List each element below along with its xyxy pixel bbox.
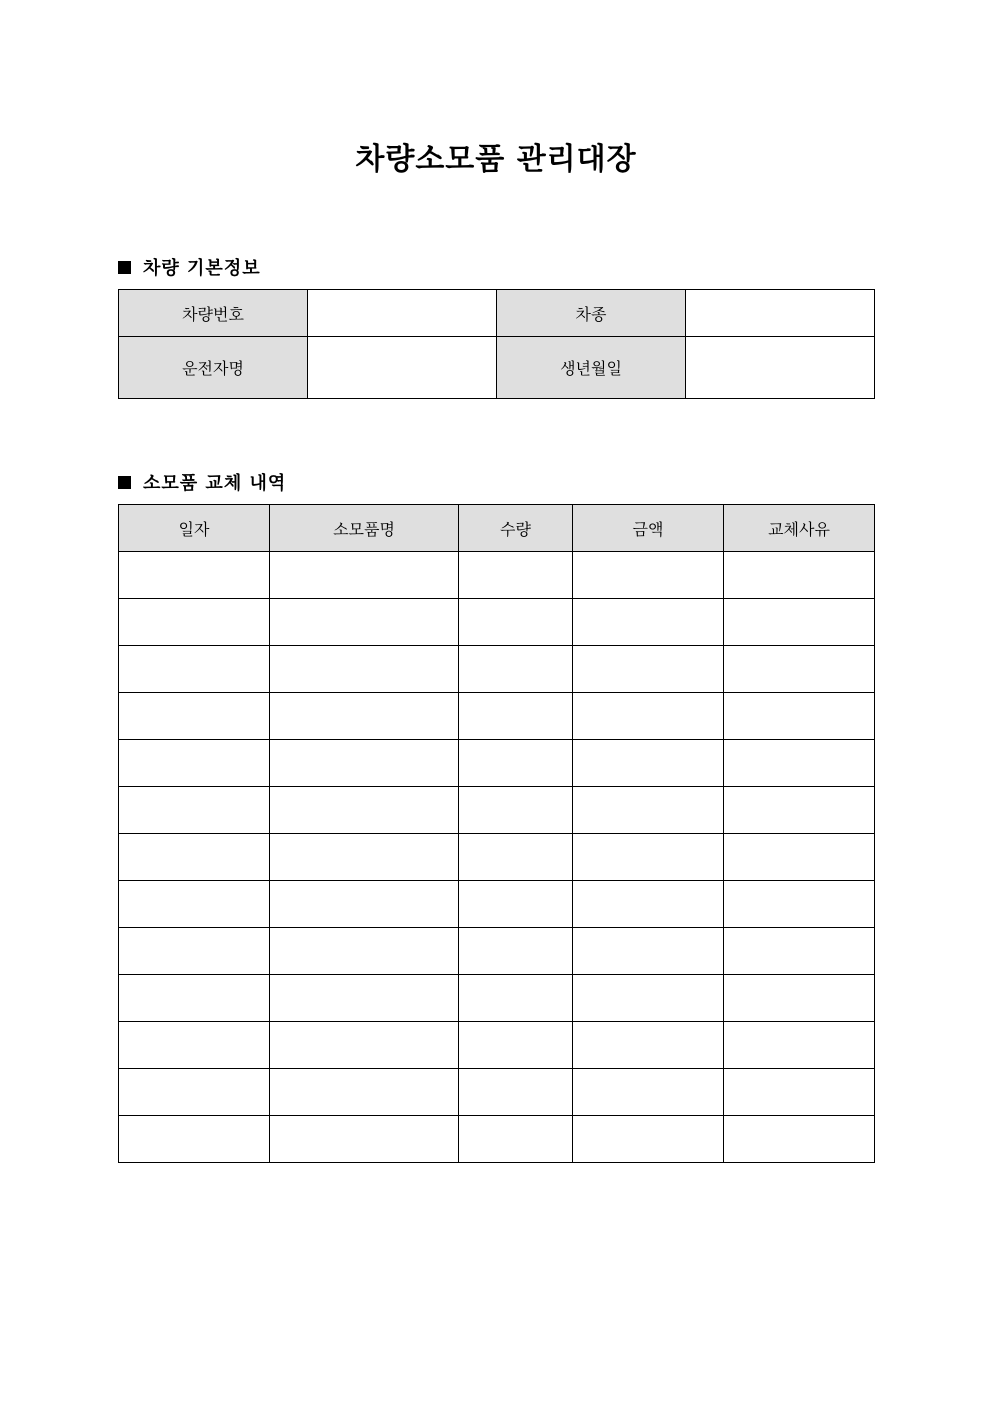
- table-row: [119, 599, 875, 646]
- date-cell[interactable]: [119, 881, 270, 928]
- reason-cell[interactable]: [724, 1022, 875, 1069]
- table-header-row: [119, 505, 875, 552]
- amount-cell[interactable]: [573, 599, 724, 646]
- date-cell[interactable]: [119, 834, 270, 881]
- item-name-cell[interactable]: [270, 1116, 459, 1163]
- amount-cell[interactable]: [573, 552, 724, 599]
- label-birth-date: 생년월일: [497, 337, 686, 399]
- table-row: [119, 881, 875, 928]
- table-row: [119, 693, 875, 740]
- reason-cell[interactable]: [724, 646, 875, 693]
- item-name-cell[interactable]: [270, 740, 459, 787]
- table-row: [119, 787, 875, 834]
- item-name-cell[interactable]: [270, 693, 459, 740]
- reason-cell[interactable]: [724, 787, 875, 834]
- reason-cell[interactable]: [724, 928, 875, 975]
- col-header-date: 일자: [119, 505, 270, 552]
- driver-name-field[interactable]: [308, 337, 497, 399]
- vehicle-number-field[interactable]: [308, 290, 497, 337]
- date-cell[interactable]: [119, 599, 270, 646]
- amount-cell[interactable]: [573, 975, 724, 1022]
- reason-cell[interactable]: [724, 552, 875, 599]
- section-heading-text: 소모품 교체 내역: [143, 473, 287, 494]
- date-cell[interactable]: [119, 928, 270, 975]
- amount-cell[interactable]: [573, 928, 724, 975]
- reason-cell[interactable]: [724, 881, 875, 928]
- col-header-item-name: 소모품명: [270, 505, 459, 552]
- table-row: [119, 928, 875, 975]
- quantity-cell[interactable]: [459, 740, 573, 787]
- amount-cell[interactable]: [573, 1116, 724, 1163]
- quantity-cell[interactable]: [459, 881, 573, 928]
- page-title: 차량소모품 관리대장: [355, 142, 637, 177]
- section-heading-text: 차량 기본정보: [143, 258, 261, 279]
- date-cell[interactable]: [119, 1069, 270, 1116]
- amount-cell[interactable]: [573, 693, 724, 740]
- quantity-cell[interactable]: [459, 1069, 573, 1116]
- amount-cell[interactable]: [573, 1022, 724, 1069]
- quantity-cell[interactable]: [459, 599, 573, 646]
- quantity-cell[interactable]: [459, 693, 573, 740]
- amount-cell[interactable]: [573, 646, 724, 693]
- amount-cell[interactable]: [573, 740, 724, 787]
- section-heading-replacement: [118, 469, 286, 495]
- reason-cell[interactable]: [724, 975, 875, 1022]
- quantity-cell[interactable]: [459, 834, 573, 881]
- reason-cell[interactable]: [724, 693, 875, 740]
- reason-cell[interactable]: [724, 599, 875, 646]
- quantity-cell[interactable]: [459, 928, 573, 975]
- vehicle-type-field[interactable]: [686, 290, 875, 337]
- table-row: [119, 552, 875, 599]
- item-name-cell[interactable]: [270, 599, 459, 646]
- date-cell[interactable]: [119, 1022, 270, 1069]
- date-cell[interactable]: [119, 693, 270, 740]
- item-name-cell[interactable]: [270, 928, 459, 975]
- date-cell[interactable]: [119, 1116, 270, 1163]
- amount-cell[interactable]: [573, 881, 724, 928]
- label-vehicle-number: 차량번호: [119, 290, 308, 337]
- item-name-cell[interactable]: [270, 834, 459, 881]
- square-bullet-icon: [118, 476, 131, 489]
- amount-cell[interactable]: [573, 787, 724, 834]
- label-vehicle-type: 차종: [497, 290, 686, 337]
- section-heading-vehicle-info: [118, 254, 261, 280]
- label-driver-name: 운전자명: [119, 337, 308, 399]
- table-body: [119, 552, 875, 1163]
- amount-cell[interactable]: [573, 834, 724, 881]
- table-row: [119, 1069, 875, 1116]
- item-name-cell[interactable]: [270, 1069, 459, 1116]
- table-row: [119, 646, 875, 693]
- reason-cell[interactable]: [724, 1116, 875, 1163]
- quantity-cell[interactable]: [459, 975, 573, 1022]
- amount-cell[interactable]: [573, 1069, 724, 1116]
- item-name-cell[interactable]: [270, 881, 459, 928]
- col-header-quantity: 수량: [459, 505, 573, 552]
- col-header-reason: 교체사유: [724, 505, 875, 552]
- date-cell[interactable]: [119, 975, 270, 1022]
- date-cell[interactable]: [119, 740, 270, 787]
- reason-cell[interactable]: [724, 740, 875, 787]
- reason-cell[interactable]: [724, 1069, 875, 1116]
- item-name-cell[interactable]: [270, 975, 459, 1022]
- item-name-cell[interactable]: [270, 1022, 459, 1069]
- quantity-cell[interactable]: [459, 787, 573, 834]
- quantity-cell[interactable]: [459, 552, 573, 599]
- date-cell[interactable]: [119, 552, 270, 599]
- table-row: [119, 740, 875, 787]
- date-cell[interactable]: [119, 646, 270, 693]
- col-header-amount: 금액: [573, 505, 724, 552]
- quantity-cell[interactable]: [459, 1022, 573, 1069]
- date-cell[interactable]: [119, 787, 270, 834]
- quantity-cell[interactable]: [459, 646, 573, 693]
- table-row: [119, 1022, 875, 1069]
- reason-cell[interactable]: [724, 834, 875, 881]
- table-row: [119, 1116, 875, 1163]
- item-name-cell[interactable]: [270, 787, 459, 834]
- item-name-cell[interactable]: [270, 552, 459, 599]
- table-row: [119, 975, 875, 1022]
- vehicle-info-table: [118, 289, 875, 399]
- table-row: [119, 834, 875, 881]
- quantity-cell[interactable]: [459, 1116, 573, 1163]
- birth-date-field[interactable]: [686, 337, 875, 399]
- replacement-table: [118, 504, 875, 1163]
- square-bullet-icon: [118, 261, 131, 274]
- item-name-cell[interactable]: [270, 646, 459, 693]
